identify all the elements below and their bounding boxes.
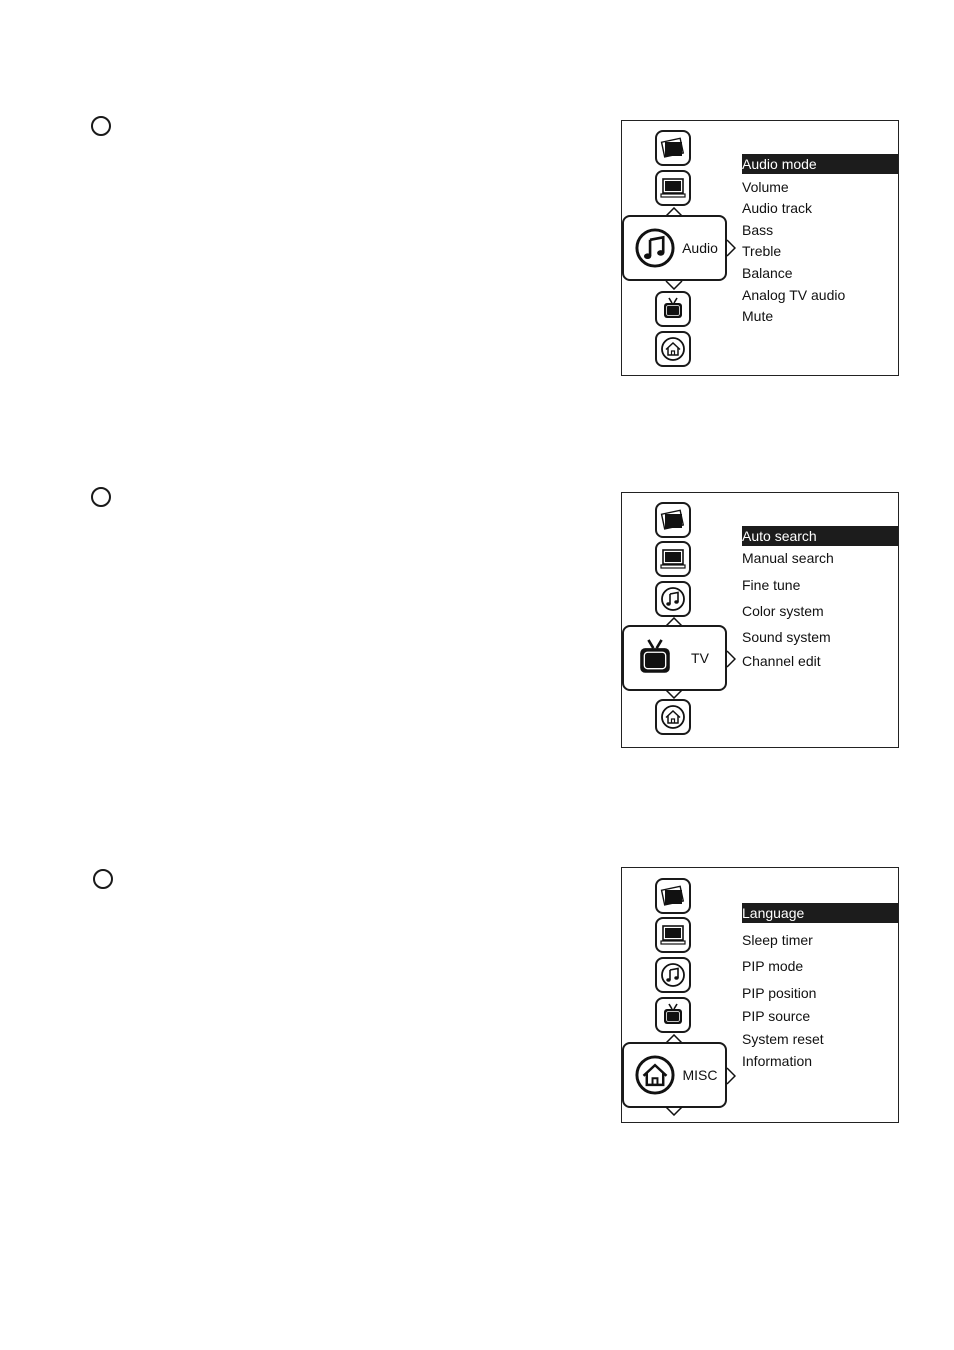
- step-marker-3: [93, 869, 113, 889]
- menu-item-channel-edit[interactable]: Channel edit: [742, 653, 821, 669]
- menu-item-treble[interactable]: Treble: [742, 243, 782, 259]
- menu-item-system-reset[interactable]: System reset: [742, 1031, 824, 1047]
- movie-icon[interactable]: [655, 917, 691, 953]
- menu-item-auto-search[interactable]: Auto search: [742, 526, 898, 546]
- tv-icon[interactable]: [655, 997, 691, 1033]
- active-category-tv[interactable]: [622, 625, 727, 691]
- menu-item-fine-tune[interactable]: Fine tune: [742, 577, 801, 593]
- menu-item-analog-tv-audio[interactable]: Analog TV audio: [742, 287, 846, 303]
- photo-icon[interactable]: [655, 878, 691, 914]
- menu-item-mute[interactable]: Mute: [742, 308, 774, 324]
- menu-item-information[interactable]: Information: [742, 1053, 813, 1069]
- music-note-icon[interactable]: [655, 581, 691, 617]
- movie-icon[interactable]: [655, 170, 691, 206]
- menu-item-pip-source[interactable]: PIP source: [742, 1008, 811, 1024]
- menu-item-manual-search[interactable]: Manual search: [742, 550, 834, 566]
- menu-item-sound-system[interactable]: Sound system: [742, 629, 831, 645]
- home-icon: [631, 1051, 679, 1099]
- home-icon[interactable]: [655, 331, 691, 367]
- active-category-label: TV: [691, 650, 709, 666]
- chevron-right-icon: [726, 1067, 736, 1085]
- tv-icon[interactable]: [655, 291, 691, 327]
- chevron-down-icon: [665, 1107, 683, 1116]
- menu-item-language[interactable]: Language: [742, 903, 898, 923]
- photo-icon[interactable]: [655, 502, 691, 538]
- active-category-label: MISC: [682, 1067, 718, 1083]
- chevron-down-icon: [665, 690, 683, 699]
- menu-item-pip-mode[interactable]: PIP mode: [742, 958, 804, 974]
- menu-panel-tv: [621, 492, 899, 748]
- menu-item-bass[interactable]: Bass: [742, 222, 774, 238]
- menu-item-color-system[interactable]: Color system: [742, 603, 824, 619]
- active-category-audio[interactable]: [622, 215, 727, 281]
- menu-item-audio-mode[interactable]: Audio mode: [742, 154, 898, 174]
- menu-item-volume[interactable]: Volume: [742, 179, 789, 195]
- menu-item-balance[interactable]: Balance: [742, 265, 793, 281]
- menu-item-pip-position[interactable]: PIP position: [742, 985, 817, 1001]
- menu-panel-audio: [621, 120, 899, 376]
- menu-panel-misc: [621, 867, 899, 1123]
- active-category-misc[interactable]: [622, 1042, 727, 1108]
- step-marker-1: [91, 116, 111, 136]
- music-note-icon[interactable]: [655, 957, 691, 993]
- photo-icon[interactable]: [655, 130, 691, 166]
- movie-icon[interactable]: [655, 541, 691, 577]
- chevron-right-icon: [726, 239, 736, 257]
- home-icon[interactable]: [655, 699, 691, 735]
- menu-item-audio-track[interactable]: Audio track: [742, 200, 813, 216]
- tv-icon: [631, 634, 679, 682]
- active-category-label: Audio: [682, 240, 718, 256]
- menu-item-sleep-timer[interactable]: Sleep timer: [742, 932, 813, 948]
- music-note-icon: [631, 224, 679, 272]
- chevron-down-icon: [665, 281, 683, 290]
- step-marker-2: [91, 487, 111, 507]
- chevron-right-icon: [726, 650, 736, 668]
